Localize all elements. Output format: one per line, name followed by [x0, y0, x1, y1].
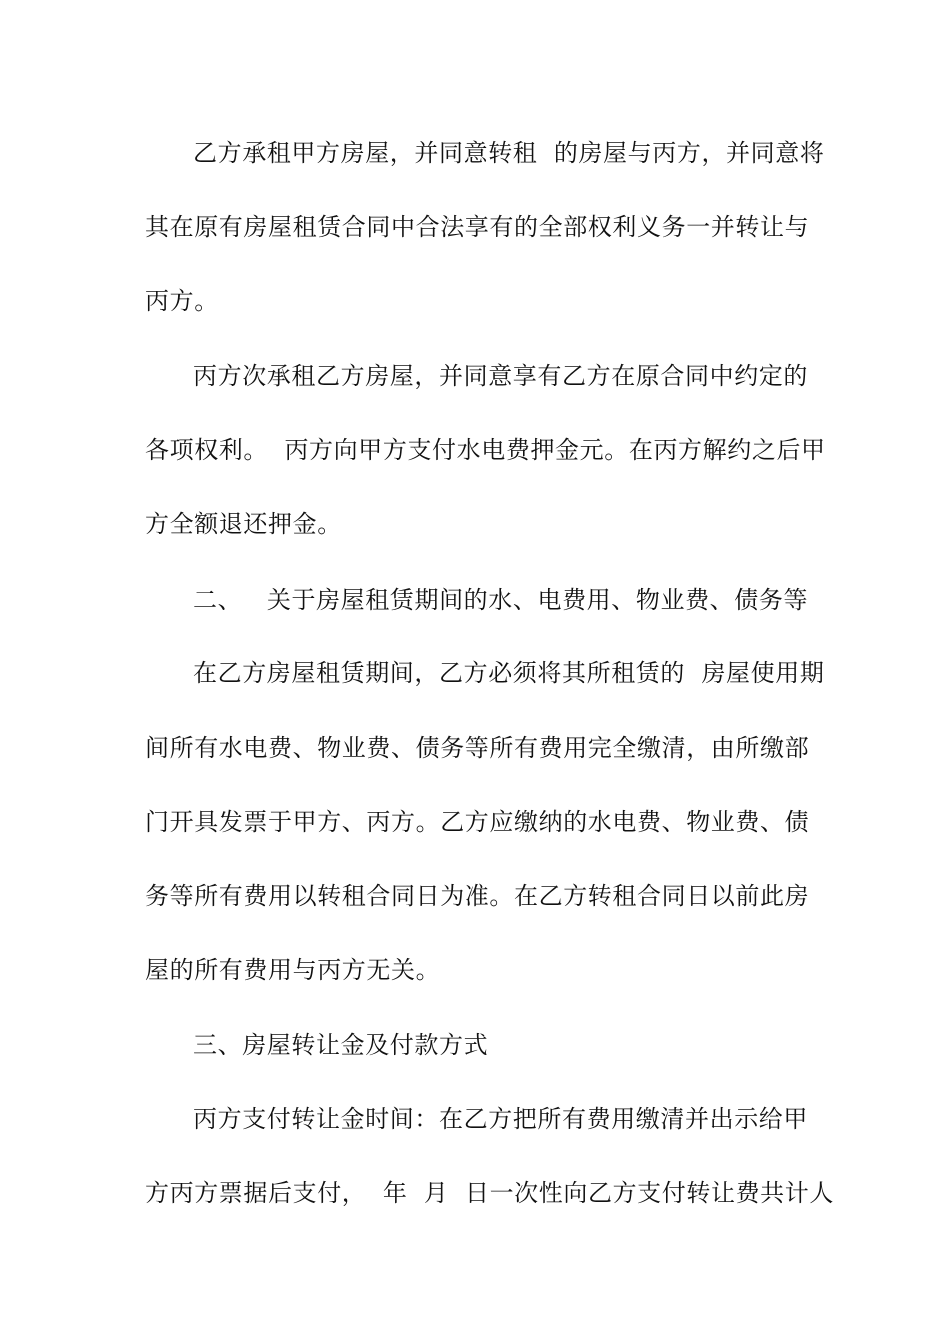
paragraph-line: 其在原有房屋租赁合同中合法享有的全部权利义务一并转让与	[145, 213, 810, 241]
paragraph-line: 丙方次承租乙方房屋，并同意享有乙方在原合同中约定的	[193, 362, 808, 390]
paragraph-line: 方全额退还押金。	[145, 510, 342, 538]
paragraph-line: 门开具发票于甲方、丙方。乙方应缴纳的水电费、物业费、债	[145, 808, 810, 836]
paragraph-line: 务等所有费用以转租合同日为准。在乙方转租合同日以前此房	[145, 882, 810, 910]
section-heading: 二、 关于房屋租赁期间的水、电费用、物业费、债务等	[193, 586, 809, 614]
paragraph-line: 在乙方房屋租赁期间，乙方必须将其所租赁的 房屋使用期	[193, 659, 825, 687]
paragraph-line: 丙方。	[145, 287, 219, 315]
paragraph-line: 方丙方票据后支付， 年 月 日一次性向乙方支付转让费共计人	[145, 1179, 834, 1207]
section-heading: 三、房屋转让金及付款方式	[193, 1031, 489, 1059]
paragraph-line: 间所有水电费、物业费、债务等所有费用完全缴清，由所缴部	[145, 734, 810, 762]
paragraph-line: 各项权利。 丙方向甲方支付水电费押金元。在丙方解约之后甲	[145, 436, 826, 464]
paragraph-line: 屋的所有费用与丙方无关。	[145, 956, 441, 984]
paragraph-line: 乙方承租甲方房屋，并同意转租 的房屋与丙方，并同意将	[193, 139, 825, 167]
paragraph-line: 丙方支付转让金时间：在乙方把所有费用缴清并出示给甲	[193, 1105, 808, 1133]
